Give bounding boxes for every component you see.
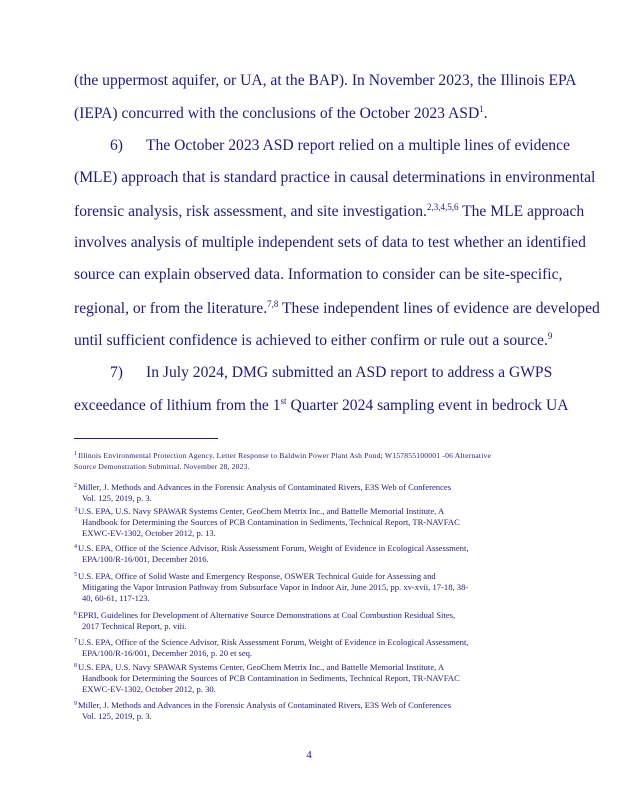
paragraph-7-line: 7) In July 2024, DMG submitted an ASD report to address a GWPS: [110, 364, 553, 381]
paragraph-6-line: until sufficient confidence is achieved to either confirm or rule out a source.$^9$: [74, 331, 553, 349]
paragraph-6-line: (MLE) approach that is standard practice in causal determinations in environmental: [74, 169, 596, 186]
paragraph-6-line: 6) The October 2023 ASD report relied on a multiple lines of evidence: [110, 137, 570, 154]
footnote-8: $^8$U.S. EPA, U.S. Navy SPAWAR Systems Center, GeoChem Metrix Inc., and Battelle Memorial Institute, A Handbook for Determining the Sources of PCB Contamination in Sediments, Technical Report, TR-NAVFAC EXWC-EV-1302, October 2012, p. 30.: [74, 662, 460, 694]
paragraph-7-line: exceedance of lithium from the 1st Quarter 2024 sampling event in bedrock UA: [74, 396, 569, 414]
footnote-3: $^3$U.S. EPA, U.S. Navy SPAWAR Systems Center, GeoChem Metrix Inc., and Battelle Memorial Institute, A Handbook for Determining the Sources of PCB Contamination in Sediments, Technical Report, TR-NAVFAC EXWC-EV-1302, October 2012, p. 13.: [74, 506, 460, 538]
paragraph-6-line: regional, or from the literature.$^{7,8}$ These independent lines of evidence are developed: [74, 299, 600, 317]
footnote-ref[interactable]: 2,3,4,5,6: [426, 202, 459, 212]
footnote-ref[interactable]: 9: [547, 331, 553, 341]
paragraph-number: 7): [110, 364, 123, 381]
footnote-1: $^1$Illinois Environmental Protection Agency. Letter Response to Baldwin Power Plant Ash Pond; W157855100001 -06 Alternative Source Demonstration Submittal. November 28, 2023.: [74, 451, 492, 471]
page-number: 4: [306, 749, 312, 761]
footnote-2: $^2$Miller, J. Methods and Advances in the Forensic Analysis of Contaminated Rivers, E3S Web of Conferences Vol. 125, 2019, p. 3.: [74, 482, 452, 503]
footnote-7: $^7$U.S. EPA, Office of the Science Advisor, Risk Assessment Forum, Weight of Evidence in Ecological Assessment, EPA/100/R-16/001, December 2016, p. 20 et seq.: [74, 637, 469, 658]
body-line: (IEPA) concurred with the conclusions of the October 2023 ASD$^1$.: [74, 104, 488, 122]
footnote-9: $^9$Miller, J. Methods and Advances in the Forensic Analysis of Contaminated Rivers, E3S Web of Conferences Vol. 125, 2019, p. 3.: [74, 700, 452, 721]
footnote-separator: [74, 438, 218, 439]
paragraph-6-line: forensic analysis, risk assessment, and site investigation.$^{2,3,4,5,6}$ The MLE approach: [74, 202, 585, 220]
paragraph-number: 6): [110, 137, 123, 154]
paragraph-6-line: source can explain observed data. Information to consider can be site-specific,: [74, 266, 563, 283]
footnote-4: $^4$U.S. EPA, Office of the Science Advisor, Risk Assessment Forum, Weight of Evidence in Ecological Assessment, EPA/100/R-16/001, December 2016.: [74, 543, 469, 564]
footnote-5: $^5$U.S. EPA, Office of Solid Waste and Emergency Response, OSWER Technical Guide for Assessing and Mitigating the Vapor Intrusion Pathway from Subsurface Vapor in Indoor Air, June 2015, pp. xv-xvii, 17-18, 38- 40, 60-61, 117-123.: [74, 571, 469, 603]
footnote-6: $^6$EPRI, Guidelines for Development of Alternative Source Demonstrations at Coal Combustion Residual Sites, 2017 Technical Report, p. viii.: [74, 610, 456, 631]
footnote-ref[interactable]: 1: [479, 104, 484, 114]
footnote-ref[interactable]: 7,8: [267, 299, 279, 309]
body-line: (the uppermost aquifer, or UA, at the BAP). In November 2023, the Illinois EPA: [74, 72, 577, 89]
paragraph-6-line: involves analysis of multiple independent sets of data to test whether an identified: [74, 234, 586, 251]
